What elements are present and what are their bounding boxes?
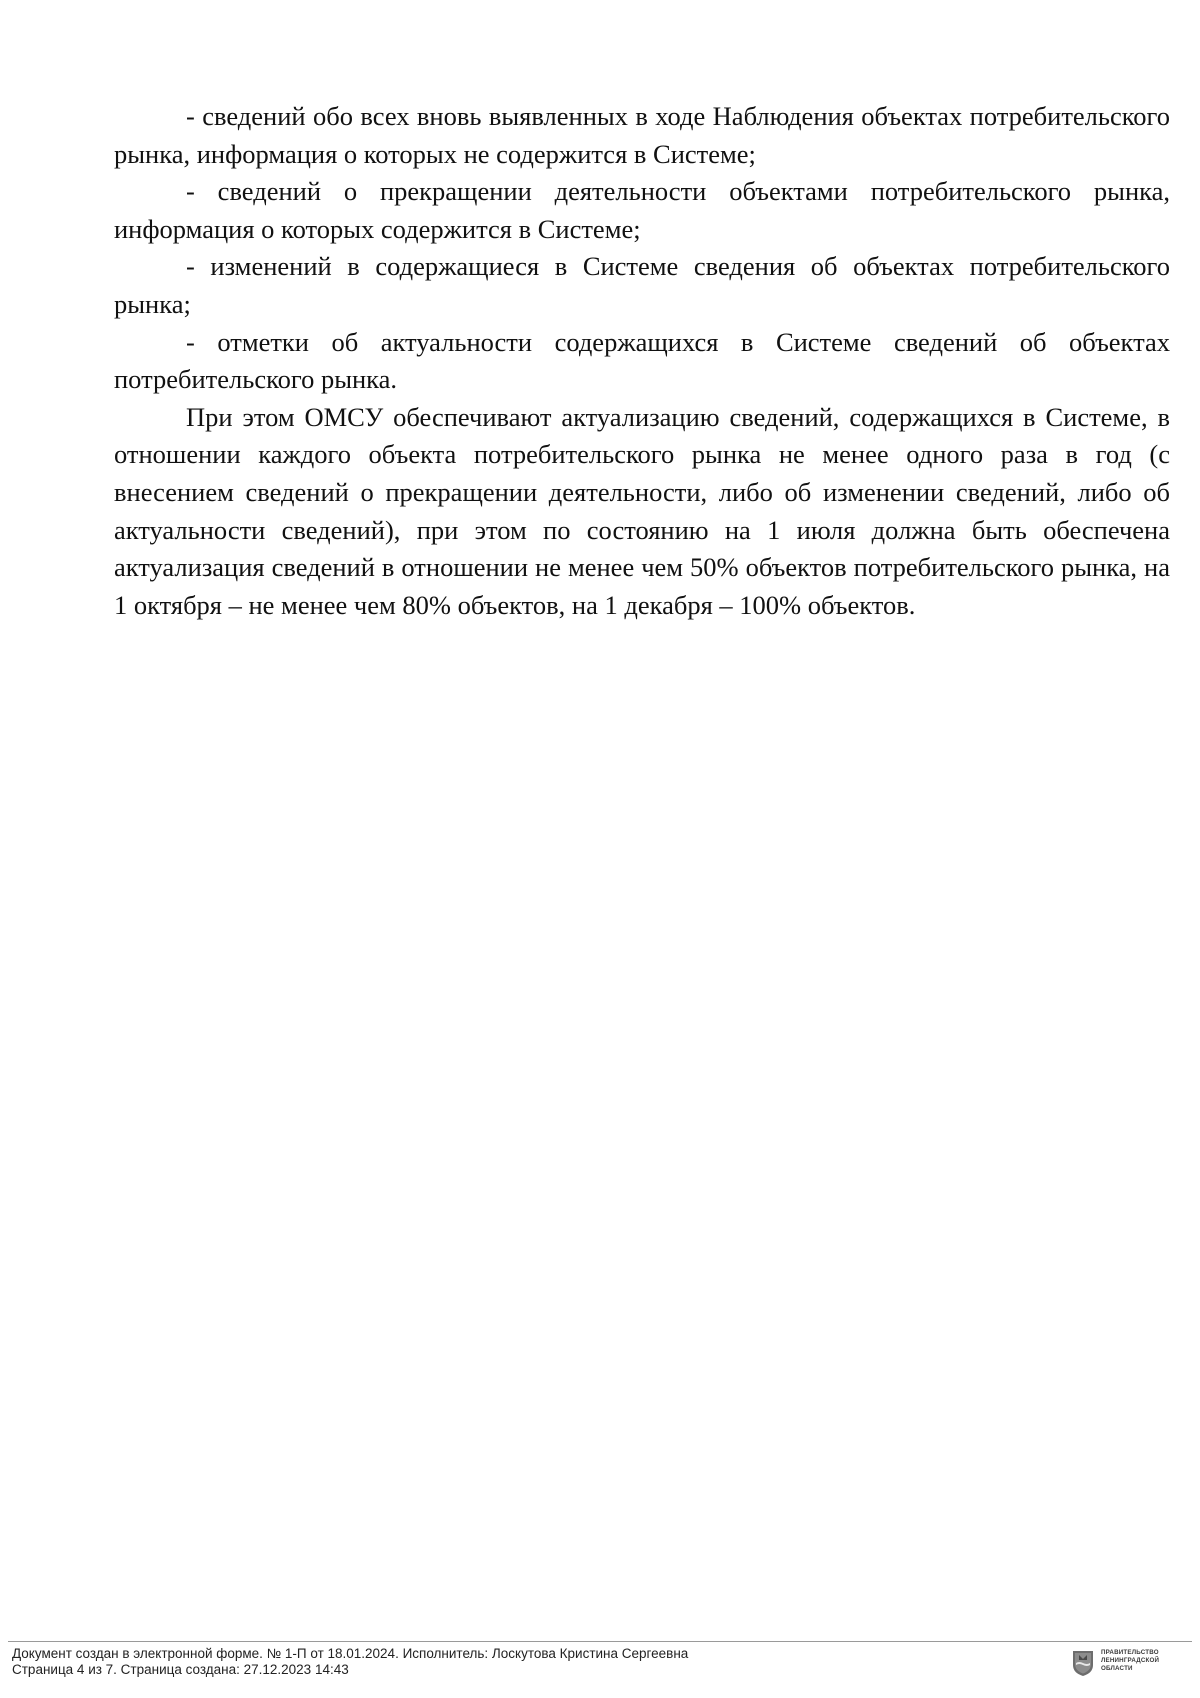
paragraph-item-closed-objects: - сведений о прекращении деятельности объектами потребительского рынка, информация о которых содержится в Системе; (114, 176, 1170, 244)
paragraph-item-changes: - изменений в содержащиеся в Системе сведения об объектах потребительского рынка; (114, 251, 1170, 319)
document-body (114, 98, 1170, 624)
logo-caption (1101, 1649, 1191, 1673)
logo-caption-line2: ЛЕНИНГРАДСКОЙ (1101, 1657, 1160, 1664)
paragraph-item-relevance-mark: - отметки об актуальности содержащихся в Системе сведений об объектах потребительского рынка. (114, 326, 1170, 395)
page-footer (12, 1646, 1012, 1678)
footer-page-info: Страница 4 из 7. Страница создана: 27.12.2023 14:43 (12, 1662, 349, 1677)
footer-divider (8, 1641, 1192, 1642)
paragraph-item-new-objects: - сведений обо всех вновь выявленных в ходе Наблюдения объектах потребительского рынка, информация о которых не содержится в Системе; (114, 101, 1170, 169)
logo-caption-line1: ПРАВИТЕЛЬСТВО (1101, 1649, 1159, 1656)
coat-of-arms-icon (1071, 1649, 1095, 1677)
government-logo (1071, 1649, 1189, 1681)
logo-caption-line3: ОБЛАСТИ (1101, 1665, 1133, 1672)
paragraph-update-requirements: При этом ОМСУ обеспечивают актуализацию сведений, содержащихся в Системе, в отношении каждого объекта потребительского рынка не менее одного раза в год (с внесением сведений о прекращении деятельности, либо об изменении сведений, либо об актуальности сведений), при этом по состоянию на 1 июля должна быть обеспечена актуализация сведений в отношении не менее чем 50% объектов потребительского рынка, на 1 октября – не менее чем 80% объектов, на 1 декабря – 100% объектов. (114, 401, 1170, 620)
footer-document-info: Документ создан в электронной форме. № 1-П от 18.01.2024. Исполнитель: Лоскутова Кристина Сергеевна (12, 1646, 689, 1661)
